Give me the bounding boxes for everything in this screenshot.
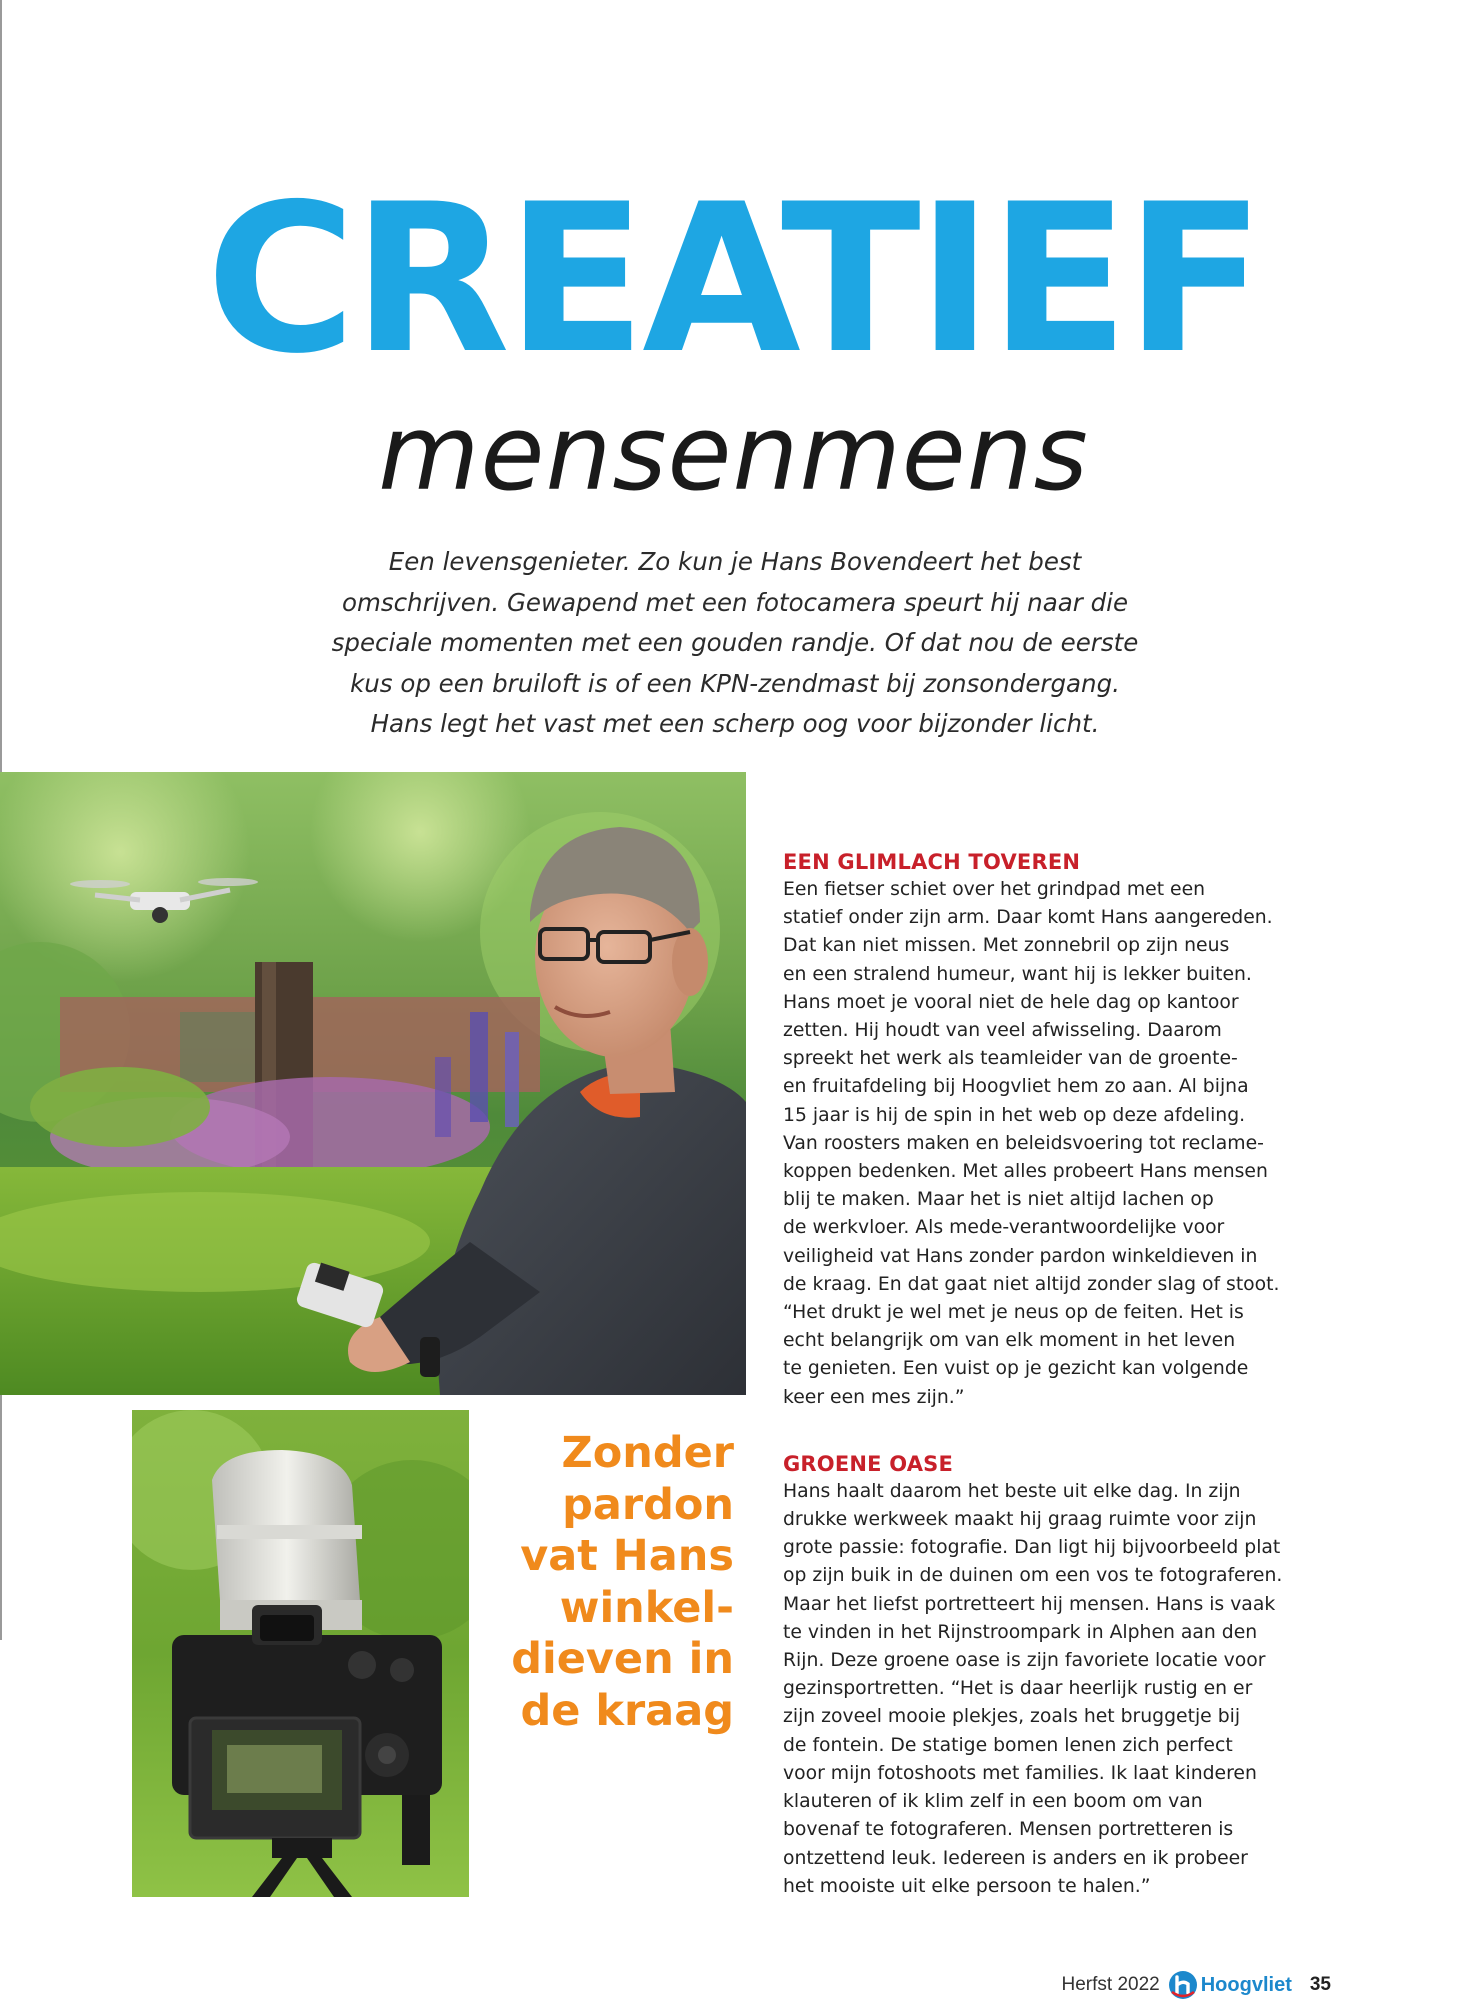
paragraph-line: Dat kan niet missen. Met zonnebril op zijn neus (783, 935, 1230, 957)
paragraph-line: keer een mes zijn.” (783, 1386, 965, 1408)
pull-quote-line: de kraag (520, 1685, 734, 1736)
paragraph-line: drukke werkweek maakt hij graag ruimte voor zijn (783, 1509, 1257, 1531)
paragraph-line: Een fietser schiet over het grindpad met een (783, 879, 1206, 900)
paragraph-line: de kraag. En dat gaat niet altijd zonder slag of stoot. (783, 1273, 1280, 1295)
hoogvliet-logo-icon (1168, 1970, 1198, 2000)
paragraph-line: 15 jaar is hij de spin in het web op deze afdeling. (783, 1104, 1246, 1126)
section-heading: GROENE OASE (783, 1451, 954, 1476)
paragraph-line: ontzettend leuk. Iedereen is anders en ik probeer (783, 1847, 1248, 1869)
paragraph-line: Rijn. Deze groene oase is zijn favoriete locatie voor (783, 1650, 1266, 1672)
issue-label: Herfst 2022 (1061, 1974, 1160, 1995)
paragraph-line: de fontein. De statige bomen lenen zich perfect (783, 1734, 1233, 1756)
paragraph-line: Hans haalt daarom het beste uit elke dag. In zijn (783, 1480, 1241, 1502)
paragraph-line: voor mijn fotoshoots met families. Ik laat kinderen (783, 1762, 1257, 1784)
pull-quote-line: dieven in (511, 1634, 734, 1684)
page-footer (1062, 1965, 1332, 2005)
paragraph-line: “Het drukt je wel met je neus op de feiten. Het is (783, 1302, 1244, 1324)
paragraph-line: blij te maken. Maar het is niet altijd lachen op (783, 1189, 1214, 1211)
intro-line: omschrijven. Gewapend met een fotocamera speurt hij naar die (341, 587, 1129, 617)
camera-photo (132, 1410, 469, 1897)
page-title: CREATIEF (205, 161, 1262, 399)
paragraph-line: Hans moet je vooral niet de hele dag op kantoor (783, 991, 1239, 1013)
paragraph-line: en een stralend humeur, want hij is lekker buiten. (783, 963, 1252, 985)
paragraph-line: spreekt het werk als teamleider van de groente- (783, 1048, 1238, 1070)
paragraph-line: op zijn buik in de duinen om een vos te fotograferen. (783, 1565, 1283, 1587)
intro-line: speciale momenten met een gouden randje. Of dat nou de eerste (331, 628, 1139, 657)
paragraph-line: bovenaf te fotograferen. Mensen portretteren is (783, 1819, 1234, 1841)
paragraph-line: koppen bedenken. Met alles probeert Hans mensen (783, 1161, 1268, 1183)
brand-logo (1168, 1970, 1292, 2000)
pull-quote-line: vat Hans (520, 1531, 734, 1581)
paragraph-line: veiligheid vat Hans zonder pardon winkeldieven in (783, 1245, 1258, 1267)
portrait-photo-illustration (0, 772, 746, 1395)
paragraph-line: statief onder zijn arm. Daar komt Hans aangereden. (783, 907, 1273, 929)
paragraph-line: te genieten. Een vuist op je gezicht kan volgende (783, 1358, 1249, 1380)
page-number: 35 (1309, 1974, 1331, 1995)
portrait-photo (0, 772, 746, 1395)
paragraph-line: zijn zoveel mooie plekjes, zoals het bruggetje bij (783, 1706, 1241, 1728)
pull-quote-line: Zonder (561, 1428, 734, 1478)
paragraph-line: de werkvloer. Als mede-verantwoordelijke voor (783, 1217, 1225, 1239)
paragraph-line: het mooiste uit elke persoon te halen.” (783, 1875, 1151, 1897)
paragraph-line: echt belangrijk om van elk moment in het leven (783, 1330, 1236, 1352)
intro-line: kus op een bruiloft is of een KPN-zendmast bij zonsondergang. (350, 668, 1120, 698)
pull-quote-line: pardon (562, 1479, 734, 1530)
brand-name: Hoogvliet (1200, 1973, 1292, 1996)
paragraph-line: gezinsportretten. “Het is daar heerlijk rustig en er (783, 1678, 1253, 1700)
intro-line: Hans legt het vast met een scherp oog voor bijzonder licht. (370, 709, 1100, 738)
pull-quote-line: winkel- (559, 1582, 734, 1633)
paragraph-line: zetten. Hij houdt van veel afwisseling. Daarom (783, 1020, 1222, 1042)
section-paragraph (783, 876, 1303, 1412)
page-subtitle: mensenmens (378, 392, 1089, 514)
paragraph-line: grote passie: fotografie. Dan ligt hij bijvoorbeeld plat (783, 1537, 1281, 1559)
paragraph-line: te vinden in het Rijnstroompark in Alphen aan den (783, 1621, 1258, 1643)
paragraph-line: klauteren of ik klim zelf in een boom om van (783, 1791, 1203, 1813)
camera-photo-illustration (132, 1410, 469, 1897)
section-heading: EEN GLIMLACH TOVEREN (783, 850, 1081, 874)
pull-quote (478, 1428, 734, 1737)
section-paragraph (783, 1478, 1303, 1901)
paragraph-line: Van roosters maken en beleidsvoering tot reclame- (783, 1132, 1264, 1154)
intro-paragraph (285, 542, 1185, 745)
paragraph-line: en fruitafdeling bij Hoogvliet hem zo aan. Al bijna (783, 1076, 1249, 1098)
intro-line: Een levensgenieter. Zo kun je Hans Bovendeert het best (388, 547, 1082, 576)
paragraph-line: Maar het liefst portretteert hij mensen. Hans is vaak (783, 1593, 1276, 1615)
article-column (783, 848, 1303, 1901)
